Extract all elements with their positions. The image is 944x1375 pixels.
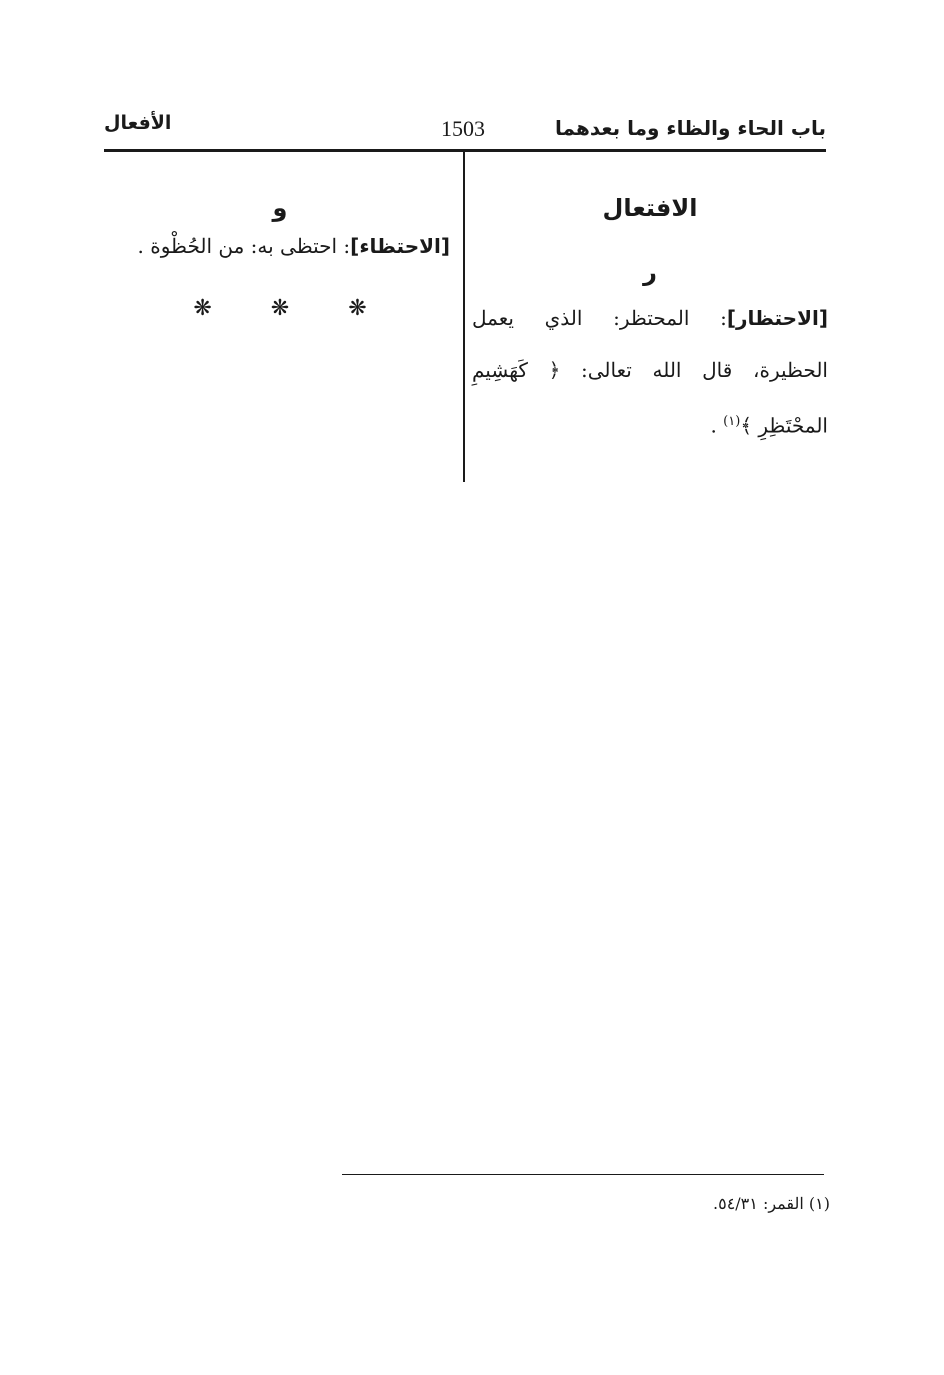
footnote-rule: [342, 1174, 824, 1175]
right-column: [472, 180, 828, 452]
footnote: (١) القمر: ٥٤/٣١.: [713, 1194, 830, 1213]
section-title: الأفعال: [104, 112, 172, 134]
letter-heading: و: [272, 194, 288, 222]
page-number: 1503: [441, 116, 485, 141]
entry-definition: : المحتظر: الذي يعمل الحظيرة، قال الله تعالى: ﴿ كَهَشِيمِ المحْتَظِرِ ﴾: [472, 306, 828, 438]
dictionary-entry: [472, 292, 828, 452]
page-header: [104, 106, 826, 154]
entry-term: [الاحتظاء]: [350, 234, 450, 258]
left-column: [110, 180, 450, 321]
header-rule: [104, 149, 826, 152]
column-divider: [463, 152, 465, 482]
entry-definition: : احتظى به: من الحُظْوة .: [137, 234, 351, 258]
chapter-title: باب الحاء والظاء وما بعدهما: [555, 116, 826, 140]
letter-heading: ر: [643, 258, 657, 286]
section-separator: ❋ ❋ ❋: [193, 296, 393, 321]
footnote-reference: (١): [723, 414, 741, 429]
form-title: الافتعال: [602, 194, 698, 222]
entry-term: [الاحتظار]: [726, 306, 828, 330]
entry-end: .: [710, 413, 724, 438]
dictionary-entry: [110, 226, 450, 266]
